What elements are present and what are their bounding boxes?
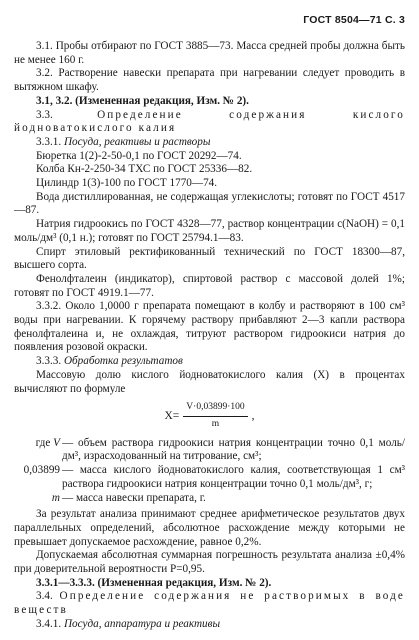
legend-row (14, 437, 405, 464)
page-header: ГОСТ 8504—71 С. 3 (303, 14, 405, 26)
section-number: 3.4. (36, 590, 60, 603)
reagent-naoh: Натрия гидроокись по ГОСТ 4328—77, раствор концентрации c(NaOH) = 0,1 моль/дм³ (0,1 н.); готовят по ГОСТ 25794.1—83. (14, 218, 405, 244)
legend-symbol: 0,03899 (23, 464, 60, 477)
reagent-water: Вода дистиллированная, не содержащая углекислоты; готовят по ГОСТ 4517—87. (14, 190, 405, 217)
subsection-heading-3-3-1 (14, 136, 405, 150)
section-number: 3.3. (36, 108, 98, 121)
subsection-heading-3-4-1 (14, 618, 405, 632)
formula-fraction (183, 401, 247, 431)
legend-symbol (14, 437, 62, 464)
paragraph-3-2: 3.2. Растворение навески препарата при нагревании следует проводить в вытяжном шкафу. (14, 67, 405, 94)
reagent-ethanol: Спирт этиловый ректификованный технический по ГОСТ 18300—87, высшего сорта. (14, 245, 405, 272)
equipment-burette: Бюретка 1(2)-2-50-0,1 по ГОСТ 20292—74. (36, 149, 242, 162)
subsection-number: 3.3.3. (36, 355, 64, 368)
reagent-phenolphthalein: Фенолфталеин (индикатор), спиртовой раствор с массовой долей 1%; готовят по ГОСТ 4919.1—77. (14, 272, 405, 299)
legend-symbol-text: V (53, 436, 60, 449)
legend-where: где (35, 436, 51, 449)
error-paragraph: Допускаемая абсолютная суммарная погрешность результата анализа ±0,4% при доверительной вероятности P=0,95. (14, 549, 405, 576)
subsection-title: Посуда, реактивы и растворы (63, 135, 211, 148)
subsection-number: 3.4.1. (36, 617, 64, 630)
amendment-note-2: 3.3.1—3.3.3. (Измененная редакция, Изм. № 2). (36, 576, 272, 589)
legend-text: — масса навески препарата, г. (62, 491, 206, 504)
legend-text: — масса кислого йодноватокислого калия, соответствующая 1 см³ раствора гидроокиси натрия концентрации точно 0,1 моль/дм³, г; (62, 464, 405, 490)
amendment-note-1: 3.1, 3.2. (Измененная редакция, Изм. № 2). (36, 94, 249, 107)
formula-numerator: V·0,03899·100 (183, 401, 247, 417)
subsection-number: 3.3.1. (36, 135, 64, 148)
formula-tail: , (251, 409, 255, 422)
formula (14, 401, 405, 431)
subsection-title: Посуда, аппаратура и реактивы (63, 617, 221, 630)
document-body (14, 40, 405, 632)
legend-row (14, 464, 405, 491)
legend-row (14, 492, 405, 506)
formula-lhs: X= (164, 409, 180, 422)
equipment-flask: Колба Кн-2-250-34 ТХС по ГОСТ 25336—82. (36, 163, 253, 176)
subsection-heading-3-3-3 (14, 355, 405, 369)
section-title: Определение содержания не растворимых в воде веществ (14, 590, 406, 617)
formula-intro: Массовую долю кислого йодноватокислого калия (X) в процентах вычисляют по формуле (14, 368, 405, 395)
paragraph-3-1: 3.1. Пробы отбирают по ГОСТ 3885—73. Масса средней пробы должна быть не менее 160 г. (14, 40, 405, 66)
legend-text: — объем раствора гидроокиси натрия концентрации точно 0,1 моль/дм³, израсходованный на титрование, см³; (62, 436, 405, 463)
legend-symbol: m (51, 491, 60, 504)
section-title: Определение содержания кислого йодноватокислого калия (14, 108, 405, 135)
equipment-cylinder: Цилиндр 1(3)-100 по ГОСТ 1770—74. (36, 177, 218, 190)
section-heading-3-3 (14, 109, 405, 136)
formula-denominator: m (211, 418, 220, 429)
paragraph-3-3-2: 3.3.2. Около 1,0000 г препарата помещают в колбу и растворяют в 100 см³ воды при нагревании. К горячему раствору прибавляют 2—3 капли раствора фенолфталеина и, не охлаждая, титруют раствором гидроокиси натрия до появления розовой окраски. (14, 300, 405, 354)
section-heading-3-4 (14, 590, 405, 617)
result-paragraph: За результат анализа принимают среднее арифметическое результатов двух параллельных определений, абсолютное расхождение между которыми не превышает допускаемое расхождение, равное 0,2%. (14, 508, 405, 548)
subsection-title: Обработка результатов (63, 355, 183, 368)
